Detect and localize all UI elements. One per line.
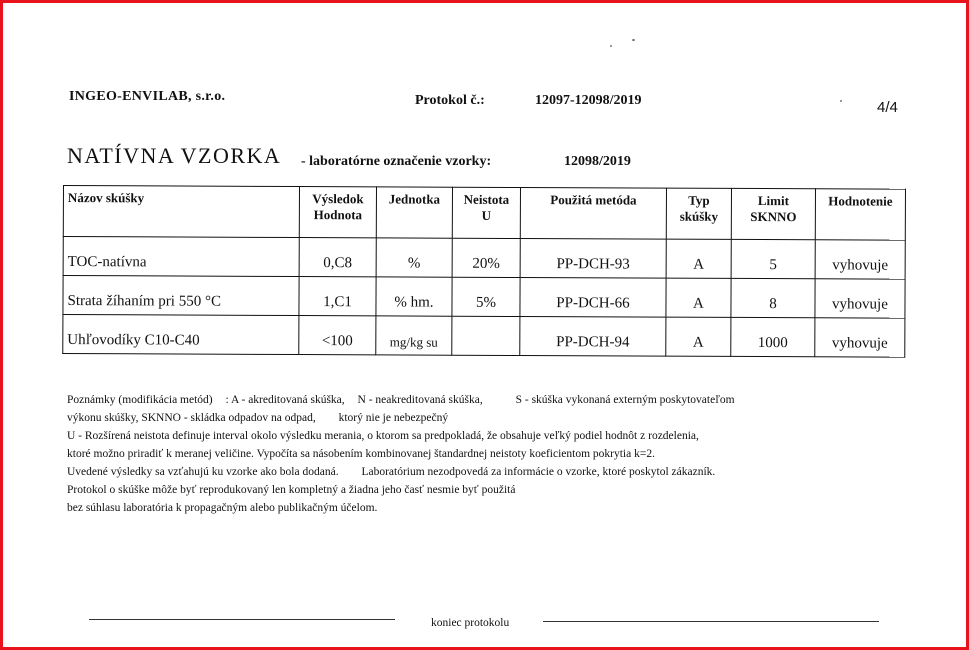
cell-type: A — [666, 278, 731, 317]
cell-method: PP-DCH-66 — [520, 277, 666, 317]
header-result: Výsledok Hodnota — [299, 187, 376, 238]
table-row — [63, 276, 905, 319]
end-divider-left — [89, 619, 395, 620]
scan-speck — [840, 100, 842, 102]
end-divider-right — [543, 621, 879, 622]
table-row — [63, 237, 905, 280]
cell-uncertainty: 20% — [452, 238, 520, 277]
cell-evaluation: vyhovuje — [815, 279, 905, 318]
cell-name: TOC-natívna — [63, 237, 299, 277]
table-header-row — [63, 186, 905, 241]
cell-type: A — [666, 317, 731, 356]
note-line: výkonu skúšky, SKNNO - skládka odpadov na odpad, ktorý nie je nebezpečný — [67, 412, 449, 424]
header-unit: Jednotka — [376, 187, 452, 238]
cell-method: PP-DCH-94 — [520, 316, 666, 356]
note-line: ktoré možno priradiť k meranej veličine. Vypočíta sa násobením kombinovanej štandardnej neistoty koeficientom pokrytia k=2. — [67, 448, 655, 460]
cell-name: Uhľovodíky C10-C40 — [63, 315, 299, 355]
company-name: INGEO-ENVILAB, s.r.o. — [69, 89, 226, 104]
note-line: bez súhlasu laboratória k propagačným alebo publikačným účelom. — [67, 502, 378, 514]
header-evaluation: Hodnotenie — [815, 189, 905, 240]
note-line: U - Rozšírená neistota definuje interval okolo výsledku merania, o ktorom sa predpokladá, že obsahuje veľký podiel hodnôt z rozdelenia, — [67, 430, 699, 442]
cell-evaluation: vyhovuje — [815, 240, 905, 279]
section-title: NATÍVNA VZORKA — [67, 143, 282, 168]
cell-limit: 1000 — [731, 317, 815, 356]
notes-block — [67, 391, 897, 517]
sample-id: 12098/2019 — [564, 154, 631, 169]
cell-evaluation: vyhovuje — [815, 318, 905, 357]
header-type: Typ skúšky — [666, 188, 731, 239]
scan-speck — [632, 39, 635, 41]
cell-type: A — [666, 239, 731, 278]
header-uncertainty: Neistota U — [452, 187, 520, 238]
end-of-protocol-label: koniec protokolu — [431, 617, 510, 629]
cell-method: PP-DCH-93 — [520, 238, 666, 278]
protocol-number: 12097-12098/2019 — [535, 93, 642, 108]
header-name: Názov skúšky — [63, 186, 299, 238]
cell-value: <100 — [299, 316, 376, 355]
cell-value: 0,C8 — [299, 238, 376, 277]
cell-unit: % hm. — [376, 277, 452, 316]
cell-unit: mg/kg su — [376, 316, 452, 355]
cell-limit: 5 — [731, 239, 815, 278]
note-line: Uvedené výsledky sa vzťahujú ku vzorke ako bola dodaná. Laboratórium nezodpovedá za informácie o vzorke, ktoré poskytol zákazník. — [67, 466, 716, 478]
cell-limit: 8 — [731, 278, 815, 317]
note-line: Poznámky (modifikácia metód) : A - akreditovaná skúška, N - neakreditovaná skúška, S - skúška vykonaná externým poskytovateľom — [67, 394, 735, 406]
protocol-label: Protokol č.: — [415, 93, 485, 108]
cell-uncertainty — [452, 316, 520, 355]
note-line: Protokol o skúške môže byť reprodukovaný len kompletný a žiadna jeho časť nesmie byť použitá — [67, 484, 516, 496]
cell-unit: % — [376, 238, 452, 277]
scan-speck — [610, 45, 612, 47]
header-method: Použitá metóda — [520, 187, 666, 239]
table-row — [63, 315, 905, 358]
cell-uncertainty: 5% — [452, 277, 520, 316]
section-subtitle: - laboratórne označenie vzorky: — [301, 154, 492, 169]
cell-name: Strata žíhaním pri 550 °C — [63, 276, 299, 316]
header-limit: Limit SKNNO — [731, 188, 815, 239]
cell-value: 1,C1 — [299, 277, 376, 316]
page-number: 4/4 — [877, 99, 898, 116]
results-table — [62, 185, 906, 358]
